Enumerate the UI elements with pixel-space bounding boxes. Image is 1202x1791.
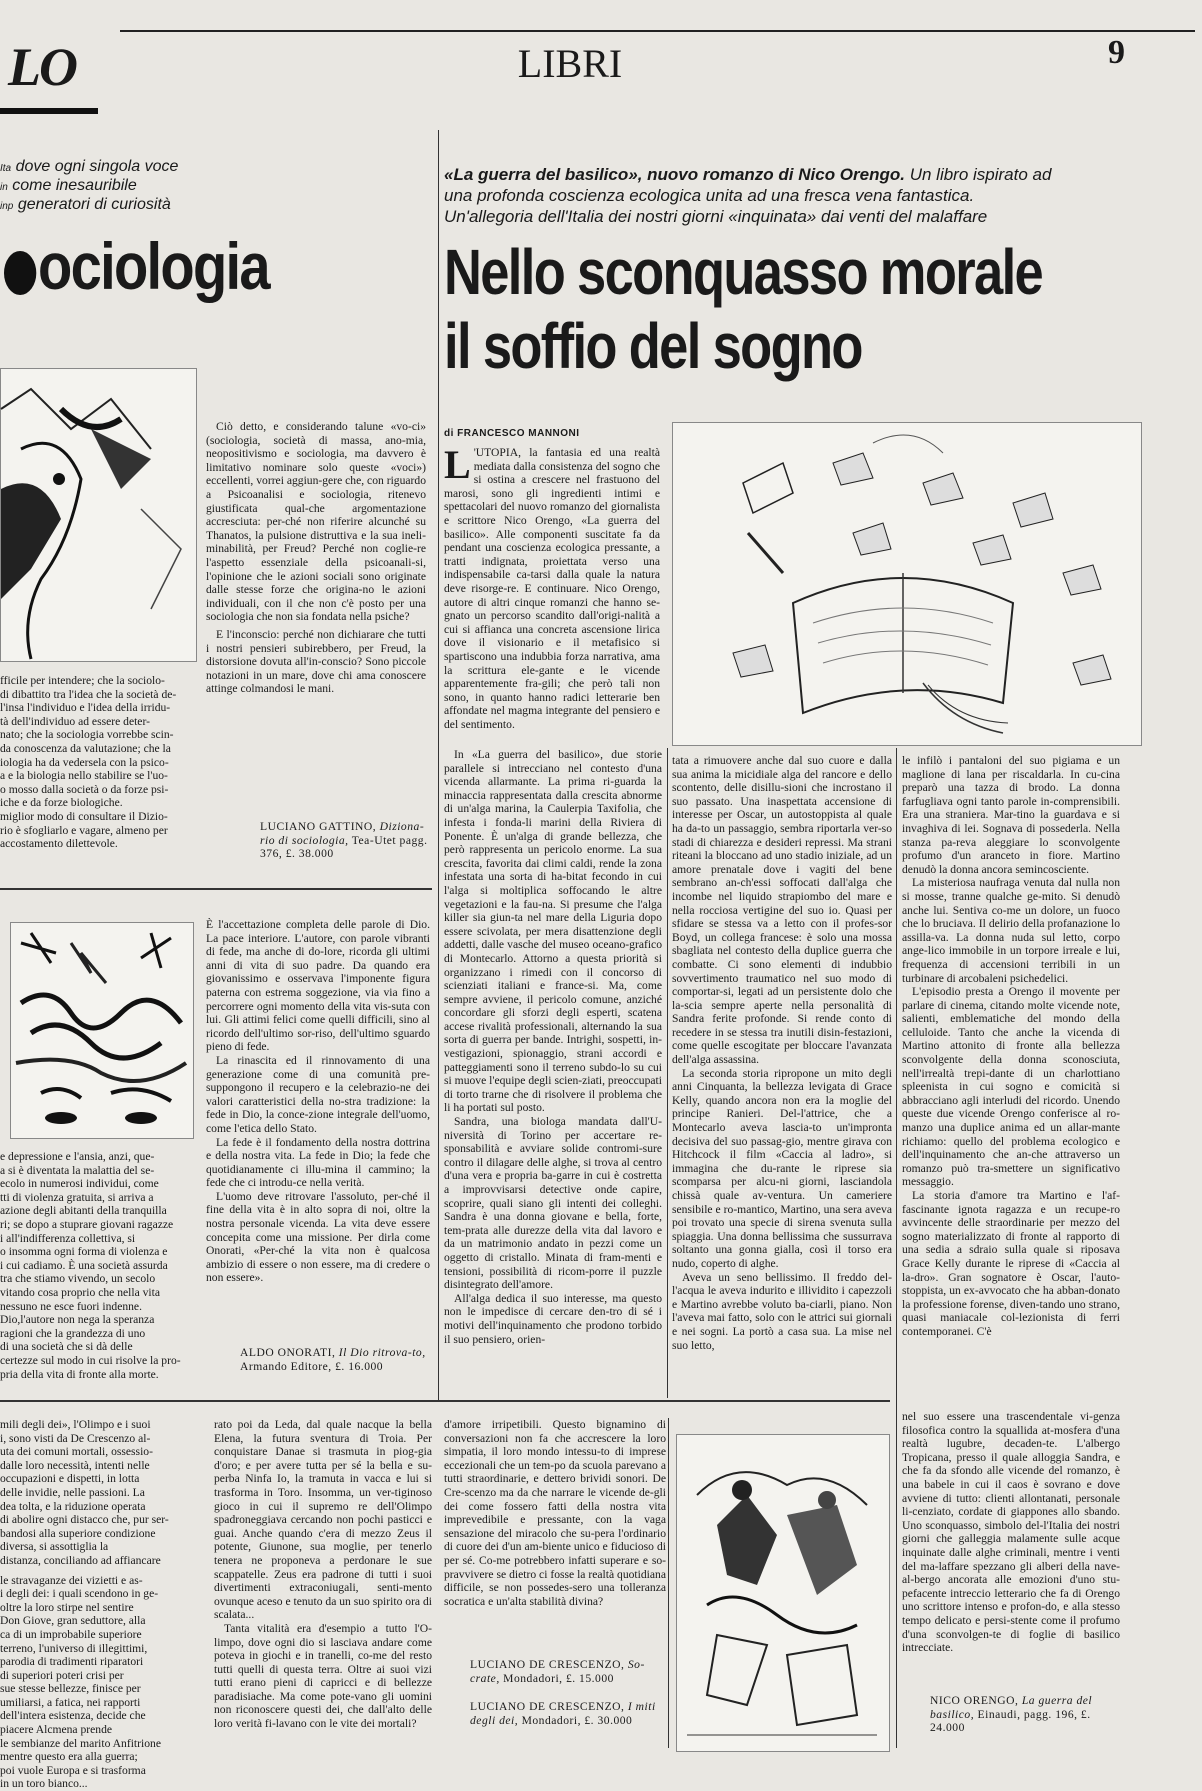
crescenzo-bibliography-2: [470, 1700, 666, 1727]
text-line: iche e da forze biologiche.: [0, 796, 123, 810]
sociologia-right-column: [206, 420, 426, 785]
text-line: accostamento dilettevole.: [0, 837, 118, 851]
bib-publisher: Mondadori, £. 30.000: [521, 1713, 633, 1727]
sociologia-left-column: [0, 674, 192, 854]
text-line: o insomma ogni forma di violenza e: [0, 1245, 168, 1259]
text-line: vitando cosa proprio che nella vita: [0, 1285, 161, 1299]
crescenzo-column-a: [0, 1418, 200, 1791]
text-line: poi vuole Europa e si trasforma: [0, 1763, 146, 1777]
text-line: ca di un improbabile superiore: [0, 1627, 142, 1641]
text-line: certezze sul modo in cui risolve la pro-: [0, 1353, 181, 1367]
paragraph: tata a rimuovere anche dal suo cuore e dalla sua anima la micidiale alga del rancore e dello scontento, delle disillu-sioni che incrostano il suo passato. Una inaspettata accensione di interesse per Oscar, un autostoppista al quale ha da-to un passaggio, sembra riportarla ver-so stadi di chiarezza e desideri repressi. Ma strani riteani la bloccano ad uno stadio iniziale, ad un amore prenatale dove i vagiti del bene sembrano an-ch'essi soffocati dall'alga che incombe nel liquido strapiombo del mare e nella rocciosa vertigine del suo io. Quasi per sfidare se stessa va a letto con il profes-sor Boyd, un collega francese: è solo una mossa sbagliata nel contesto della duplice guerra che combatte. Ci sono elementi di indubbio sovvertimento traumatico nel suo modo di comportar-si, legati ad un persistente dolo che la-scia sempre aperte nella personalità di Sandra ferite profonde. Si rende conto di recedere in se stessa tra inutili disin-festazioni, come quelle escogitate per bloccare l'avanzata dell'alga assassina.: [672, 754, 892, 1067]
paragraph: E l'inconscio: perché non dichiarare che tutti i nostri pensieri subirebbero, per Freud, la distorsione dovuta all'in-conscio? Sono piccole notazioni in un mare, dove chi ama conoscere attinge colmandosi le mani.: [206, 627, 426, 696]
text-line: a si è diventata la malattia del se-: [0, 1163, 155, 1177]
tagline-line: generatori di curiosità: [17, 196, 171, 213]
paragraph: le infilò i pantaloni del suo pigiama e un maglione di lana per riscaldarla. In cu-cina preparò una tazza di brodo. La donna farfugliava ogni tanto parole in-comprensibili. Era una straniera. Mar-tino la guardava e si invaghiva di lei. Sognava di possederla. Nella stanza pa-reva aleggiare lo sconvolgente profumo d'un aranceto in fiore. Martino denudò la donna ancora semincosciente.: [902, 754, 1120, 876]
text-line: occupazioni e dispetti, in lotta: [0, 1472, 140, 1486]
bib-title: Il Dio ritrova-to,: [338, 1346, 426, 1359]
text-line: delle invidie, nelle passioni. La: [0, 1485, 145, 1499]
text-line: rio è sfogliarlo e vagare, almeno per: [0, 823, 168, 837]
article-bibliography: [930, 1694, 1120, 1735]
masthead: LO: [8, 37, 76, 97]
text-line: Dio,l'autore non nega la speranza: [0, 1313, 155, 1327]
dio-left-column: [0, 1150, 192, 1390]
text-line: sue stesse bellezze, finisce per: [0, 1682, 141, 1696]
tagline-prefix: Ita: [0, 163, 12, 174]
title-s-mark: [4, 251, 36, 295]
article-column-1: [444, 748, 662, 1388]
crescenzo-column-c: [444, 1418, 666, 1650]
article-kicker: [444, 164, 1056, 227]
text-line: di dibattito tra l'idea che la società de-: [0, 687, 177, 701]
column-rule: [438, 130, 439, 1400]
text-line: a e la biologia nello stabilire se l'uo-: [0, 769, 168, 783]
dio-illustration: [10, 922, 194, 1139]
bib-author: LUCIANO DE CRESCENZO,: [470, 1658, 625, 1671]
text-line: pria della vita di fronte alla morte.: [0, 1367, 159, 1381]
article-byline: di FRANCESCO MANNONI: [444, 428, 580, 439]
paragraph: La storia d'amore tra Martino e l'af-fascinante ignota ragazza e un recupe-ro avvincente delle straordinarie per mezzo del sogno materializzato di fronte al rapporto di una sedia a sdraio sulla quale si riposava Grace Kelly durante le riprese di «Caccia al la-dro». Gran sognatore è Oscar, l'auto-stoppista, un ex-avvocato che ha abban-donato la professione forense, diven-tando uno strano, quasi maniacale col-lezionista di ferri contemporanei. C'è: [902, 1189, 1120, 1338]
article-lead: [444, 442, 660, 746]
tagline-line: come inesauribile: [12, 177, 137, 194]
article-column-3-bottom: [902, 1410, 1120, 1690]
text-line: tà dell'individuo ad essere deter-: [0, 714, 150, 728]
paragraph: d'amore irripetibili. Questo bignamino di conversazioni non fa che accrescere la loro simpatia, il loro mondo intessu-to di imprese eccezionali che un tem-po da scuola parevano a tutti straordinarie, e dettero brividi sonori. De Cre-scenzo ma da che narrare le vicende de-gli dei come fossero fatti della nostra vita imprevedibile e pressante, con la vaga sensazione del miracolo che su-pera l'ordinario di cuore dei d'un am-biente unico e fiducioso di per sé. Co-me potrebbero infatti superare e so-pravvivere se dietro ci fosse la realtà quotidiana difficile, se non possedes-sero una tolleranza socratica e un'alta stabilità divina?: [444, 1418, 666, 1608]
text-line: le sembianze del marito Anfitrione: [0, 1736, 161, 1750]
text-line: bandosi alla superiore condizione: [0, 1526, 156, 1540]
article-headline-line2: il soffio del sogno: [444, 310, 862, 382]
paragraph: È l'accettazione completa delle parole di Dio. La pace interiore. L'autore, con parole vibranti di fede, ma anche di do-lore, ricorda gli ultimi anni di vita di suo padre. Da quando era giovanissimo e osservava l'imponente figura paterna con estrema soggezione, via via fino a percorrere ogni momento della vita vis-suta con lui. Gli attimi felici come quelli difficili, sino al ricordo dell'ultimo sor-riso, dell'ultimo sguardo pieno di fede.: [206, 918, 430, 1054]
text-line: i all'indifferenza collettiva, si: [0, 1231, 136, 1245]
article-headline-line1: Nello sconquasso morale: [444, 236, 1043, 308]
text-line: distanza, conciliando ad affiancare: [0, 1553, 161, 1567]
column-rule: [667, 748, 668, 1398]
text-line: tti di violenza gratuita, si arriva a: [0, 1190, 154, 1204]
text-line: parodia di tradimenti riparatori: [0, 1655, 144, 1669]
text-line: miglior modo di consultare il Dizio-: [0, 809, 168, 823]
tagline-prefix: inp: [0, 201, 14, 212]
paragraph: L'episodio presta a Orengo il movente per parlare di cinema, citando molte vicende note, salienti, emblematiche del mondo della celluloide. Tanto che anche la vicenda di Martino attonito di fronte alla bellezza sconvolgente della donna sconosciuta, nell'irrealtà trepi-dante di un charlottiano spleenista in cui sogno e comicità si abbracciano agli interludi del ricordo. Unendo queste due vicende Orengo conferisce al ro-manzo una duplice anima ed un allar-mante richiamo: quello del problema ecologico e dell'inquinamento che an-che attraverso un romanzo può tra-smettere un significativo messaggio.: [902, 985, 1120, 1189]
sociologia-illustration: [0, 368, 197, 662]
text-line: e depressione e l'ansia, anzi, que-: [0, 1150, 155, 1163]
paragraph: In «La guerra del basilico», due storie parallele si intrecciano nel contesto d'una vicenda allarmante. La prima ri-guarda la minaccia rappresentata dalla crescita abnorme di un'alga marina, la Caulerpia Taxifolia, che infesta i fonda-li marini della Riviera di Ponente. È un'alga di grande bellezza, che però rappresenta un pericolo enorme. La sua crescita, favorita dai climi caldi, rende la zona infestata una sorta di ha-bitat fecondo in cui l'alga si moltiplica soffocando le altre vegetazioni e la fau-na. Si presume che l'alga killer sia giun-ta nel mare della Liguria dopo essere scivolata, per mera disattenzione degli addetti, dalle vasche del museo oceano-grafico di Montecarlo. Attorno a questa priorità si organizzano i rimedi con il concorso di scienziati italiani e france-si. Ma, come sempre avviene, il pericolo comune, anziché concordare gli sforzi degli esperti, scatena accese rivalità professionali, alternando la sua sorta di guerra per bande. Intrighi, sospetti, in-vestigazioni, spionaggio, strani accordi e patteggiamenti sono il terreno subdo-lo su cui si muove l'equipe degli scien-ziati, preoccupati di torto trarne che di risolvere il problema che li ha portati sul posto.: [444, 748, 662, 1115]
paragraph: Ciò detto, e considerando talune «vo-ci» (sociologia, società di massa, ano-mia, neopositivismo e sociologia, ma davvero è limitativo nominare solo queste «voci») eccellenti, vorrei aggiun-gere che, con riguardo a Psicoanalisi e sociologia, ritenevo giustificata qual-che argomentazione accresciuta: per-ché non riferire alcunché su Thanatos, la pulsione distruttiva e la sua ineli-minabilità, per Freud? Perché non coglie-re l'aspetto essenziale della psicoanali-si, l'opinione che le azioni sociali sono originate dalle stesse forze che origina-no le azioni individuali, con il che non c'è posto per una sociologia che non sia fondata nella psiche?: [206, 420, 426, 624]
left-tagline: [0, 158, 200, 215]
tagline-prefix: in: [0, 182, 8, 193]
sociologia-bibliography: [260, 820, 430, 861]
dio-right-column: [206, 918, 430, 1340]
text-line: i degli dei: i quali scendono in ge-: [0, 1587, 159, 1601]
text-line: i cui cadiamo. È una società assurda: [0, 1258, 168, 1272]
crescenzo-illustration: [676, 1434, 890, 1752]
text-line: di abolire ogni distacco che, pur ser-: [0, 1513, 169, 1527]
header-rule: [120, 30, 1195, 32]
text-line: nato; che la sociologia vorrebbe scin-: [0, 728, 174, 742]
text-line: dea tolta, e la riduzione operata: [0, 1499, 146, 1513]
text-line: di superiori poteri crisi per: [0, 1668, 124, 1682]
text-line: fficile per intendere; che la sociolo-: [0, 674, 165, 687]
masthead-rule: [0, 108, 98, 114]
text-line: azione degli abitanti della tranquilla: [0, 1204, 167, 1218]
paragraph: Aveva un seno bellissimo. Il freddo del-l'acqua le aveva indurito e illividito i capezzoli e Martino avrebbe voluto ba-ciarli, piano. Non l'aveva mai fatto, solo con le attrici sui giornali e nei sogni. La portò a casa sua. La mise nel suo letto,: [672, 1270, 892, 1352]
paragraph: All'alga dedica il suo interesse, ma questo non le impedisce di cercare den-tro di sé i motivi dell'inquinamento che prodono torbido il suo pensiero, orien-: [444, 1291, 662, 1346]
text-line: iologia ha da vedersela con la psico-: [0, 755, 169, 769]
paragraph: Sandra, una biologa mandata dall'U-niversità di Torino per accertare re-sponsabilità e avviare solide contromi-sure contro il dilagare delle alghe, si trova al centro d'una vera e propria ba-garre in cui è costretta a improvvisarsi detective onde capire, scoprire, quali siano gli intenti dei colleghi. Sandra è una donna giovane e bella, forte, tem-prata alle durezze della vita dal lavoro e da un matrimonio andato in pezzi come un oggetto di cristallo. Minata di fram-menti e tensioni, possibilità di ricom-porre il puzzle disintegrato dell'amore.: [444, 1115, 662, 1292]
paragraph: rato poi da Leda, dal quale nacque la bella Elena, la futura sventura di Troia. Per conquistare Danae si trasmuta in piog-gia d'oro; e per avere tutta per sé la bella e su-perba Ninfa Io, la tramuta in vacca e lui si trasforma in Toro. Insomma, un ver-tiginoso gioco in cui il supremo re dell'Olimpo spadroneggiava cercando non pochi pasticci e guai. Anche quando c'era di mezzo Zeus il potente, Giunone, sua moglie, per tenerlo tenera ne proponeva a perdonare le sue scappatelle. Zeus era padrone di tutti i suoi divertimenti extraconiugali, senti-mento ovunque aceso e tenuto da un suo spirito ora di scalata...: [214, 1418, 432, 1622]
kicker-bold: «La guerra del basilico», nuovo romanzo di Nico Orengo.: [444, 165, 905, 184]
bib-publisher: Einaudi, pagg. 196, £. 24.000: [930, 1707, 1091, 1735]
text-line: Don Giove, gran seduttore, alla: [0, 1614, 146, 1628]
section-divider: [0, 1400, 890, 1402]
books-illustration: [672, 422, 1142, 746]
text-line: dell'intera esistenza, decide che: [0, 1709, 146, 1723]
bib-publisher: Tea-Utet pagg. 376, £. 38.000: [260, 833, 428, 861]
article-column-3-top: [902, 754, 1120, 1410]
text-line: dalle loro necessità, intenti nelle: [0, 1458, 150, 1472]
text-line: l'insa l'individuo e l'idea della irridu-: [0, 701, 171, 715]
text-line: o mosso dalla società o da forze psi-: [0, 782, 169, 796]
bib-title: I miti degli dei,: [470, 1700, 656, 1727]
text-line: in un toro bianco...: [0, 1777, 88, 1791]
bib-author: ALDO ONORATI,: [240, 1346, 336, 1359]
text-line: mentre questo era alla guerra;: [0, 1750, 138, 1764]
text-line: ri; se dopo a stuprare giovani ragazze: [0, 1217, 174, 1231]
text-line: ragioni che la grandezza di uno: [0, 1326, 146, 1340]
kicker-text: Un libro ispirato ad una profonda coscienza ecologica unita ad una fresca vena fantastica. Un'allegoria dell'Italia dei nostri giorni «inquinata» dai venti del malaffare: [444, 165, 1052, 226]
bib-author: NICO ORENGO,: [930, 1694, 1019, 1707]
paragraph: La misteriosa naufraga venuta dal nulla non si mosse, tranne qualche ge-mito. Si denudò anche lui. Sentiva co-me un dolore, un fuoco che lo bruciava. Il delirio della profanazione lo assilla-va. La donna nuda sul letto, corpo ange-lico immobile in un torpore irreale e lui, frequenza di accensioni terribili in un turbinare di arcobaleni psichedelici.: [902, 876, 1120, 985]
text-line: tra che stiamo vivendo, un secolo: [0, 1272, 156, 1286]
text-line: mili degli dei», l'Olimpo e i suoi: [0, 1418, 151, 1431]
bib-title: Diziona-rio di sociologia,: [260, 820, 425, 847]
crescenzo-bibliography-1: [470, 1658, 666, 1685]
paragraph: Tanta vitalità era d'esempio a tutto l'O-limpo, dove ogni dio si lasciava andare come poteva in giochi e in tranelli, co-me del resto tutti quelli di questa terra. Oltre ai suoi vizi tutti erano pieni di capricci e di bellezze paradisiache. Ma come pote-vano gli uomini non riconoscere questi dei, che dall'alto delle loro verità fi-lavano con le vite dei mortali?: [214, 1621, 432, 1731]
bib-title: So-crate,: [470, 1658, 645, 1685]
text-line: piacere Alcmena prende: [0, 1723, 113, 1737]
paragraph: La seconda storia ripropone un mito degli anni Cinquanta, la bellezza levigata di Grace Kelly, quando ancora non era la moglie del principe Ranieri. Del-l'attrice, che a Montecarlo aveva lascia-to un'impronta decisiva del suo passag-gio, mentre girava con Hitchcock il film «Caccia al ladro», si immagina che du-rante le riprese sia scomparsa per alcu-ni giorni, lasciandola chissà quale av-ventura. Un cameriere sensibile e ro-mantico, Martino, una sera aveva poi trovato una specie di sirena svenuta sulla spiaggia. Una donna bellissima che sussurrava soltanto una gonna gialla, così il torso era nudo, coperto di alghe.: [672, 1066, 892, 1270]
dio-bibliography: [240, 1346, 430, 1373]
text-line: nessuno ne esce fuori indenne.: [0, 1299, 142, 1313]
article-column-2: [672, 754, 892, 1388]
tagline-line: dove ogni singola voce: [15, 158, 179, 175]
paragraph: L'uomo deve ritrovare l'assoluto, per-ché il fine della vita è in alto sopra di noi, oltre la nostra personale vicenda. La vita deve essere concepita come una missione. Per dirla come Onorati, «Per-ché la vita non è qualcosa ambizio di essere o non essere, ma di credere o non essere».: [206, 1189, 430, 1285]
paragraph: La rinascita ed il rinnovamento di una generazione come di una comunità pre-suppongono il recupero e la celebrazio-ne dei valori caratteristici della no-stra tradizione: la fede in Dio, la conce-zione integrale dell'uomo, come l'etica dello Stato.: [206, 1053, 430, 1135]
bib-author: LUCIANO GATTINO,: [260, 820, 377, 833]
text-line: da conoscenza da valutazione; che la: [0, 741, 171, 755]
text-line: diversa, si assottiglia la: [0, 1540, 109, 1554]
text-line: i, sono visti da De Crescenzo al-: [0, 1431, 151, 1445]
bib-author: LUCIANO DE CRESCENZO,: [470, 1700, 625, 1713]
column-rule: [668, 1418, 669, 1748]
paragraph: nel suo essere una trascendentale vi-genza filosofica contro la squallida at-mosfera d'una realtà lugubre, decaden-te. L'albergo Tropicana, presso il quale alloggia Sandra, e che fa da sfondo alle vicende del romanzo, è una babele in cui il caos è sovrano e dove avviene di tutto: clienti allontanati, personale li-cenziato, cordate di giappones allo sbando. Uno sconquasso, simbolo del-l'Italia dei nostri giorni che galleggia malamente sulle acque inquinate dalle alghe criminali, mentre i venti del ma-laffare spezzano gli alberi della nave-al-bergo ancorata alle emozioni d'uno stu-pefacente intreccio letterario che fa di Orengo uno scrittore intenso e profon-do, e alla stesso tempo delicato e persi-stente come il profumo d'una sconvolgen-te di foglie di basilico intrecciate.: [902, 1410, 1120, 1655]
paragraph: La fede è il fondamento della nostra dottrina e della nostra vita. La fede in Dio; la fede che quotidianamente ci illu-mina il cammino; la fede che ci introdu-ce nella verità.: [206, 1135, 430, 1190]
section-divider: [0, 888, 432, 890]
crescenzo-column-b: [214, 1418, 432, 1754]
text-line: ecolo in numerosi individui, come: [0, 1177, 159, 1191]
text-line: terreno, l'universo di illegittimi,: [0, 1641, 148, 1655]
text-line: umiliarsi, a fatica, nei rapporti: [0, 1695, 141, 1709]
lead-text: 'UTOPIA, la fantasia ed una realtà mediata dalla consistenza del sogno che si ostina a crescere nel frastuono del marosi, sono gli ingredienti intimi e spettacolari del nuovo romanzo del giornalista e scrittore Nico Orengo, «La guerra del basilico». Alle componenti suscitate fa da pendant una coscienza ecologica pressante, a tratti indignata, proiettata verso una indispensabile ca-tarsi dalla quale la natura deve risorge-re. E continuare. Nico Orengo, autore di altri cinque romanzi che hanno se-gnato un percorso scandito dall'origi-nalità a cui si affianca una concreta ascensione lirica dove il visionario e il metafisico si spartiscono una indubbia forza narrativa, ama la scrittura ele-gante e le vicende apparentemente fra-gili; che però tali non sono, in quanto hanno radici letterarie ben affondate nel magma integrante del pensiero e del sentimento.: [444, 446, 660, 731]
text-line: oltre la loro stirpe nel sentire: [0, 1600, 134, 1614]
section-title: LIBRI: [517, 41, 623, 86]
column-rule: [896, 748, 897, 1748]
bib-title: La guerra del basilico,: [930, 1694, 1093, 1721]
bib-publisher: Mondadori, £. 15.000: [503, 1671, 614, 1685]
page-number: 9: [1108, 34, 1125, 71]
text-line: di una società che si dà delle: [0, 1340, 133, 1354]
bib-publisher: Armando Editore, £. 16.000: [240, 1359, 384, 1373]
sociologia-title: ociologia: [4, 228, 269, 304]
text-line: le stravaganze dei vizietti e as-: [0, 1573, 143, 1587]
dropcap: L: [444, 442, 471, 487]
text-line: uta dei comuni mortali, ossessio-: [0, 1445, 153, 1459]
